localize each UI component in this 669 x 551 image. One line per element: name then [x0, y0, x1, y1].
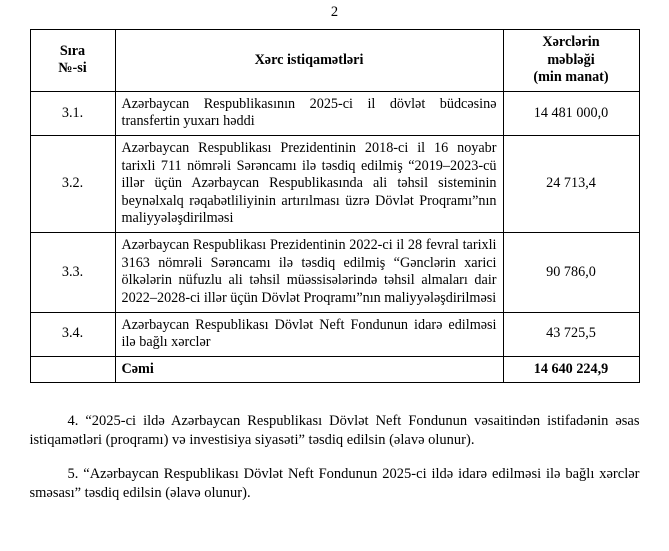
column-header-number-line-2: №-si	[58, 60, 87, 77]
column-header-number-line-1: Sıra	[59, 42, 86, 59]
table-row	[30, 91, 639, 135]
column-header-description-line-1: Xərc istiqamətləri	[254, 51, 364, 68]
column-header-amount-line-3: (min manat)	[533, 69, 609, 86]
column-header-amount	[503, 30, 639, 92]
row-description: Azərbaycan Respublikası Prezidentinin 2022-ci il 28 fevral tarixli 3163 nömrəli Sərəncamı ilə təsdiq edilmiş “Gənclərin xarici ölkələrin nüfuzlu ali təhsil müəssisələrində təhsil almaları dair 2022–2028-ci illər üçün Dövlət Proqramı”nın maliyyələşdirilməsi	[115, 233, 503, 312]
row-description: Azərbaycan Respublikası Prezidentinin 2018-ci il 16 noyabr tarixli 711 nömrəli Sərəncamı ilə təsdiq edilmiş “2019–2023-cü illər üçün Azərbaycan Respublikasında ali təhsil sisteminin beynəlxalq rəqabətliliyinin artırılması üzrə Dövlət Proqramı”nın maliyyələşdirilməsi	[115, 136, 503, 233]
paragraph-4: 4. “2025-ci ildə Azərbaycan Respublikası Dövlət Neft Fondunun vəsaitindən istifadənin əsas istiqamətləri (proqramı) və investisiya siyasəti” təsdiq edilsin (əlavə olunur).	[29, 412, 640, 448]
table-row	[30, 312, 639, 356]
row-amount: 90 786,0	[503, 233, 639, 312]
table-body	[30, 91, 639, 383]
row-amount: 14 481 000,0	[503, 91, 639, 135]
column-header-description	[115, 30, 503, 92]
table-row	[30, 233, 639, 312]
table-header	[30, 30, 639, 92]
table-total-row	[30, 356, 639, 383]
body-paragraphs	[30, 383, 640, 503]
paragraph-5: 5. “Azərbaycan Respublikası Dövlət Neft Fondunun 2025-ci ildə idarə edilməsi ilə bağlı xərclər sməsası” təsdiq edilsin (əlavə olunur).	[29, 465, 640, 501]
table-header-row	[30, 30, 639, 92]
column-header-number	[30, 30, 115, 92]
row-number: 3.3.	[30, 233, 115, 312]
total-label: Cəmi	[115, 356, 503, 383]
column-header-amount-line-2: məbləği	[547, 51, 595, 68]
table-row	[30, 136, 639, 233]
column-header-amount-line-1: Xərclərin	[542, 34, 600, 50]
expenses-table	[30, 29, 640, 383]
row-description: Azərbaycan Respublikasının 2025-ci il dövlət büdcəsinə transfertin yuxarı həddi	[115, 91, 503, 135]
row-number: 3.1.	[30, 91, 115, 135]
row-number: 3.4.	[30, 312, 115, 356]
total-row-number	[30, 356, 115, 383]
row-amount: 24 713,4	[503, 136, 639, 233]
row-amount: 43 725,5	[503, 312, 639, 356]
page-number: 2	[330, 4, 339, 20]
row-description: Azərbaycan Respublikası Dövlət Neft Fondunun idarə edilməsi ilə bağlı xərclər	[115, 312, 503, 356]
total-amount: 14 640 224,9	[503, 356, 639, 383]
row-number: 3.2.	[30, 136, 115, 233]
